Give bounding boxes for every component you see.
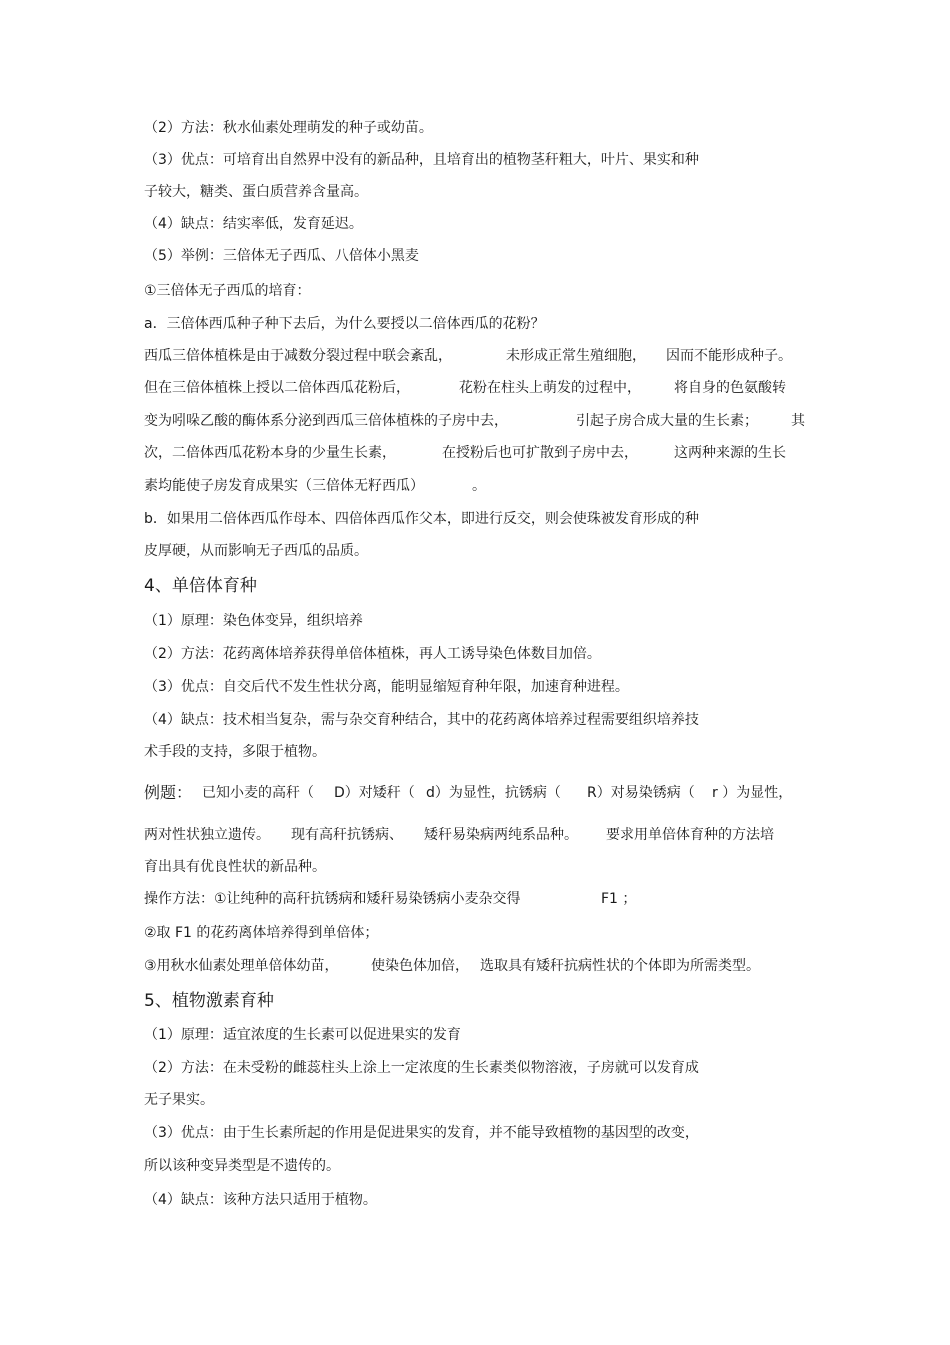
text-segment: ③用秋水仙素处理单倍体幼苗， (144, 958, 339, 974)
text-segment: D）对矮秆（ (334, 785, 415, 801)
text-segment: R）对易染锈病（ (587, 785, 695, 801)
text-segment: 未形成正常生殖细胞， (506, 348, 646, 364)
advantage-line-2: 所以该种变异类型是不遗传的。 (144, 1158, 340, 1174)
disadvantage-line: （4）缺点：结实率低，发育延迟。 (144, 216, 363, 232)
operation-step-2: ②取 F1 的花药离体培养得到单倍体； (144, 925, 379, 941)
text-segment: 变为吲哚乙酸的酶体系分泌到西瓜三倍体植株的子房中去， (144, 413, 508, 429)
text-segment: 这两种来源的生长 (674, 445, 786, 461)
method-line-2: 无子果实。 (144, 1092, 214, 1108)
method-line-1: （2）方法：在未受粉的雌蕊柱头上涂上一定浓度的生长素类似物溶液，子房就可以发育成 (144, 1060, 699, 1076)
text-segment: 素均能使子房发育成果实（三倍体无籽西瓜） (144, 478, 424, 494)
answer-b-line-2: 皮厚硬，从而影响无子西瓜的品质。 (144, 543, 368, 559)
text-segment: 在授粉后也可扩散到子房中去， (442, 445, 638, 461)
text-segment: 其 (791, 413, 805, 429)
watermelon-title: ①三倍体无子西瓜的培育： (144, 283, 311, 299)
answer-b-line-1: b．如果用二倍体西瓜作母本、四倍体西瓜作父本，即进行反交，则会使珠被发育形成的种 (144, 511, 699, 527)
principle-line: （1）原理：适宜浓度的生长素可以促进果实的发育 (144, 1027, 461, 1043)
example-line: （5）举例：三倍体无子西瓜、八倍体小黑麦 (144, 248, 419, 264)
text-segment: 选取具有矮秆抗病性状的个体即为所需类型。 (480, 958, 760, 974)
text-segment: 要求用单倍体育种的方法培 (606, 827, 774, 843)
text-segment: 将自身的色氨酸转 (674, 380, 786, 396)
text-segment: d）为显性，抗锈病（ (426, 785, 561, 801)
disadvantage-line: （4）缺点：该种方法只适用于植物。 (144, 1192, 377, 1208)
text-segment: 次，二倍体西瓜花粉本身的少量生长素， (144, 445, 396, 461)
text-segment: 花粉在柱头上萌发的过程中， (459, 380, 641, 396)
text-segment: 西瓜三倍体植株是由于减数分裂过程中联会紊乱， (144, 348, 452, 364)
heading-haploid-breeding: 4、单倍体育种 (144, 576, 257, 596)
advantage-line-1: （3）优点：由于生长素所起的作用是促进果实的发育，并不能导致植物的基因型的改变， (144, 1125, 699, 1141)
question-a: a．三倍体西瓜种子种下去后，为什么要授以二倍体西瓜的花粉？ (144, 316, 545, 332)
text-segment: 但在三倍体植株上授以二倍体西瓜花粉后， (144, 380, 410, 396)
heading-hormone-breeding: 5、植物激素育种 (144, 991, 274, 1011)
advantage-line-1: （3）优点：可培育出自然界中没有的新品种，且培育出的植物茎秆粗大，叶片、果实和种 (144, 152, 699, 168)
text-segment: 使染色体加倍， (371, 958, 469, 974)
example-question-line-3: 育出具有优良性状的新品种。 (144, 859, 326, 875)
text-segment: F1 ； (601, 891, 637, 907)
method-line: （2）方法：秋水仙素处理萌发的种子或幼苗。 (144, 120, 433, 136)
disadvantage-line-2: 术手段的支持，多限于植物。 (144, 744, 326, 760)
text-segment: 因而不能形成种子。 (666, 348, 792, 364)
text-segment: 两对性状独立遗传。 (144, 827, 270, 843)
text-segment: r ）为显性， (712, 785, 793, 801)
advantage-line-2: 子较大，糖类、蛋白质营养含量高。 (144, 184, 368, 200)
text-segment: 引起子房合成大量的生长素； (576, 413, 758, 429)
example-label: 例题： (144, 783, 193, 802)
text-segment: 操作方法：①让纯种的高秆抗锈病和矮秆易染锈病小麦杂交得 (144, 891, 521, 907)
text-segment: 已知小麦的高秆（ (202, 785, 314, 801)
text-segment: 现有高秆抗锈病、 (291, 827, 403, 843)
disadvantage-line-1: （4）缺点：技术相当复杂，需与杂交育种结合，其中的花药离体培养过程需要组织培养技 (144, 712, 699, 728)
principle-line: （1）原理：染色体变异，组织培养 (144, 613, 363, 629)
method-line: （2）方法：花药离体培养获得单倍体植株，再人工诱导染色体数目加倍。 (144, 646, 601, 662)
text-segment: 矮秆易染病两纯系品种。 (424, 827, 578, 843)
advantage-line: （3）优点：自交后代不发生性状分离，能明显缩短育种年限，加速育种进程。 (144, 679, 629, 695)
text-segment: 。 (472, 478, 486, 494)
